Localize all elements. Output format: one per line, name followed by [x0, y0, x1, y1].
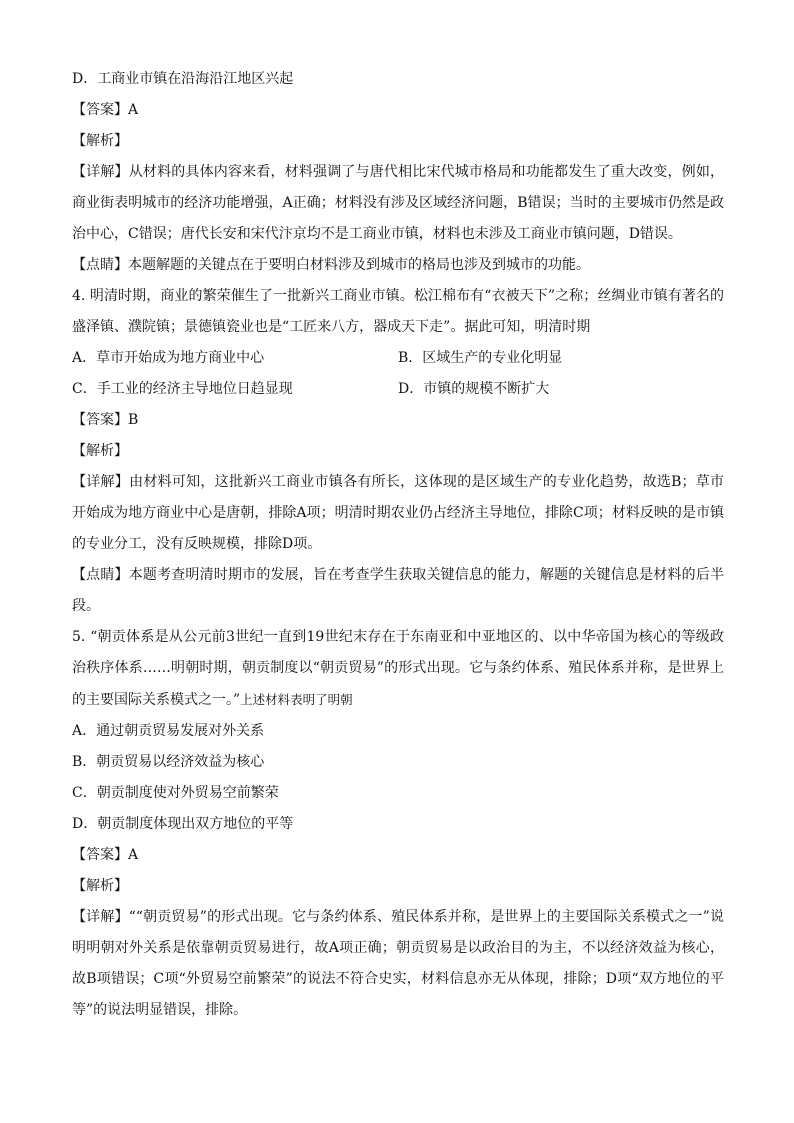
q3-analysis-tag: 【解析】	[72, 133, 128, 149]
q5-stem	[72, 622, 724, 716]
detail-tag: 【详解】	[72, 474, 130, 490]
answer-value: B	[128, 412, 139, 428]
q5-stem-tail: 上述材料表明了明朝	[240, 692, 353, 707]
q5-option-d: D．朝贡制度体现出双方地位的平等	[72, 816, 294, 832]
answer-tag: 【答案】	[72, 847, 128, 863]
detail-tag: 【详解】	[72, 164, 129, 180]
detail-tag: 【详解】	[72, 909, 129, 925]
q4-options-row-1	[72, 343, 724, 374]
q4-note	[72, 560, 724, 622]
q4-options-row-2	[72, 374, 724, 405]
q3-detail	[72, 157, 724, 250]
q4-option-c: C．手工业的经济主导地位日趋显现	[72, 381, 293, 397]
q4-answer-line	[72, 405, 724, 436]
document-page	[72, 64, 724, 1026]
q4-option-d: D．市镇的规模不断扩大	[398, 381, 550, 397]
detail-text: 从材料的具体内容来看，材料强调了与唐代相比宋代城市格局和功能都发生了重大改变，例如，商业街表明城市的经济功能增强，A正确；材料没有涉及区域经济问题，B错误；当时的主要城市仍然是政治中心，C错误；唐代长安和宋代汴京均不是工商业市镇，材料也未涉及工商业市镇问题，D错误。	[72, 164, 725, 242]
note-text: 本题考查明清时期市的发展，旨在考查学生获取关键信息的能力，解题的关键信息是材料的后半段。	[72, 567, 725, 614]
note-text: 本题解题的关键点在于要明白材料涉及到城市的格局也涉及到城市的功能。	[128, 257, 590, 273]
q3-note	[72, 250, 724, 281]
detail-text: ““朝贡贸易”的形式出现。它与条约体系、殖民体系并称，是世界上的主要国际关系模式之一”说明明朝对外关系是依靠朝贡贸易进行，故A项正确；朝贡贸易是以政治目的为主，不以经济效益为核心，故B项错误；C项“外贸易空前繁荣”的说法不符合史实，材料信息亦无从体现，排除；D项“双方地位的平等”的说法明显错误，排除。	[72, 909, 724, 1018]
q5-option-a: A．通过朝贡贸易发展对外关系	[72, 723, 265, 739]
note-tag: 【点睛】	[72, 567, 129, 583]
note-tag: 【点睛】	[72, 257, 128, 273]
answer-value: A	[128, 847, 139, 863]
q5-analysis-tag: 【解析】	[72, 878, 128, 894]
q4-analysis-tag: 【解析】	[72, 443, 128, 459]
q5-stem-text: 5. “朝贡体系是从公元前3世纪一直到19世纪末存在于东南亚和中亚地区的、以中华帝国为核心的等级政治秩序体系……明朝时期，朝贡制度以“朝贡贸易”的形式出现。它与条约体系、殖民体系并称，是世界上的主要国际关系模式之一。”	[72, 629, 724, 708]
q3-answer-line	[72, 95, 724, 126]
q4-detail	[72, 467, 724, 560]
detail-text: 由材料可知，这批新兴工商业市镇各有所长，这体现的是区域生产的专业化趋势，故选B；草市开始成为地方商业中心是唐朝，排除A项；明清时期农业仍占经济主导地位，排除C项；材料反映的是市镇的专业分工，没有反映规模，排除D项。	[72, 474, 725, 552]
q4-option-a: A．草市开始成为地方商业中心	[72, 350, 265, 366]
answer-tag: 【答案】	[72, 102, 128, 118]
answer-tag: 【答案】	[72, 412, 128, 428]
q5-answer-line	[72, 840, 724, 871]
q5-option-b: B．朝贡贸易以经济效益为核心	[72, 754, 265, 770]
q4-stem: 4. 明清时期，商业的繁荣催生了一批新兴工商业市镇。松江棉布有“衣被天下”之称；丝绸业市镇有著名的盛泽镇、濮院镇；景德镇瓷业也是“工匠来八方，器成天下走”。据此可知，明清时期	[72, 288, 724, 335]
q5-option-c: C．朝贡制度使对外贸易空前繁荣	[72, 785, 279, 801]
q3-option-d: D．工商业市镇在沿海沿江地区兴起	[72, 71, 294, 87]
q4-option-b: B．区域生产的专业化明显	[398, 350, 563, 366]
answer-value: A	[128, 102, 139, 118]
q5-detail	[72, 902, 724, 1026]
